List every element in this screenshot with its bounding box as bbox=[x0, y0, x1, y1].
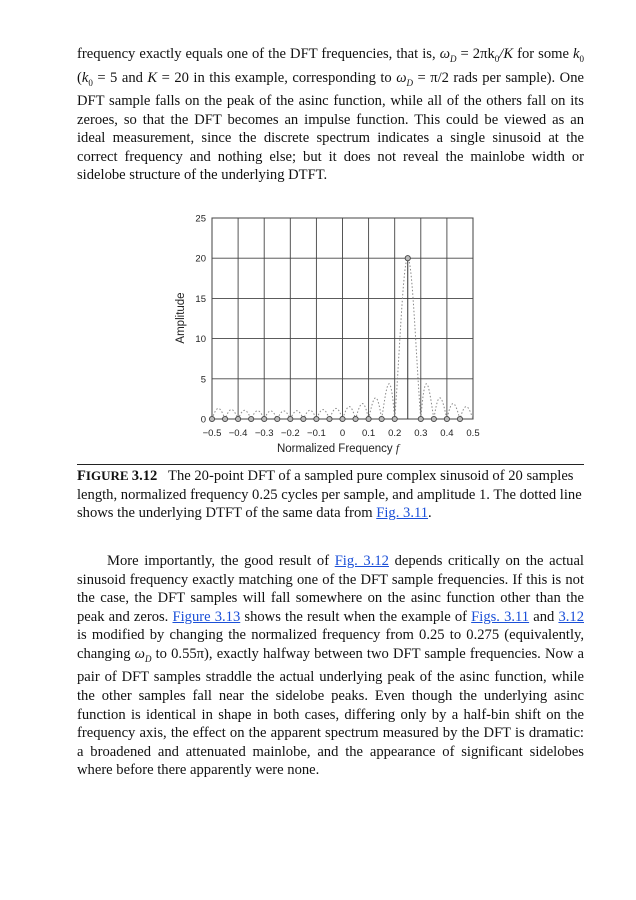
y-tick-labels bbox=[195, 214, 206, 426]
symbol-omega: ω bbox=[439, 46, 450, 62]
dft-sample-point bbox=[249, 416, 254, 421]
x-tick-label: −0.2 bbox=[280, 428, 300, 439]
dft-sample-point bbox=[327, 416, 332, 421]
symbol-K: K bbox=[147, 69, 158, 86]
figure-link[interactable]: Fig. 3.11 bbox=[376, 505, 429, 522]
y-tick-label: 0 bbox=[200, 414, 206, 426]
dft-sample-point bbox=[418, 416, 423, 421]
subscript: D bbox=[144, 653, 152, 664]
figure-caption bbox=[77, 464, 584, 523]
x-tick-label: −0.4 bbox=[228, 428, 248, 439]
text: shows the result when the example of bbox=[240, 608, 472, 625]
text: . bbox=[428, 505, 432, 522]
text: = π/2 rads per sample). One DFT sample falls on the peak of the asinc function, while all of the others fall on its zeroes, so that the DFT becomes an impulse function. This could be viewed as an ideal measurement, since the discrete spectrum indicates a single sinusoid at the correct frequency and nothing else; but it does not reveal the mainlobe width or sidelobe structure of the underlying DTFT. bbox=[77, 69, 584, 184]
figure-label-word: IGURE bbox=[85, 468, 129, 483]
x-tick-label: 0.3 bbox=[414, 428, 428, 439]
text: depends critically on the actual sinusoid frequency exactly matching one of the DFT sample frequencies. If this is not the case, the DFT samples will fall somewhere on the asinc function other than the peak and zeros. bbox=[77, 553, 584, 625]
paragraph-top bbox=[77, 45, 584, 185]
y-tick-label: 15 bbox=[195, 293, 206, 305]
text: and bbox=[529, 608, 559, 625]
dft-sample-point bbox=[262, 416, 267, 421]
symbol-omega: ω bbox=[134, 645, 145, 662]
paragraph-bottom bbox=[77, 552, 584, 780]
x-tick-label: 0.5 bbox=[466, 428, 480, 439]
figure-link[interactable]: Fig. 3.12 bbox=[334, 553, 389, 569]
dft-sample-point bbox=[288, 416, 293, 421]
symbol-omega: ω bbox=[396, 69, 407, 86]
text: = 2πk bbox=[456, 46, 495, 62]
x-tick-label: −0.1 bbox=[307, 428, 326, 439]
subscript: 0 bbox=[494, 53, 500, 64]
x-tick-labels bbox=[203, 428, 480, 439]
x-tick-label: −0.3 bbox=[254, 428, 274, 439]
x-axis-label-text: Normalized Frequency bbox=[276, 443, 393, 455]
text: for some bbox=[513, 46, 574, 62]
dft-sample-point bbox=[301, 416, 306, 421]
dft-sample-point bbox=[405, 256, 410, 261]
subscript: 0 bbox=[579, 53, 584, 64]
subscript: D bbox=[406, 77, 414, 88]
chart-grid bbox=[212, 218, 473, 419]
dft-sample-point bbox=[392, 416, 397, 421]
text: frequency exactly equals one of the DFT frequencies, that is, bbox=[77, 46, 436, 62]
dft-sample-point bbox=[275, 416, 280, 421]
text: to 0.55π), exactly halfway between two DFT sample frequencies. Now a pair of DFT samples straddle the actual underlying peak of the asinc function, while the other samples fall near the sidelobe peaks. Even though the underlying asinc function is identical in shape in both cases, differing only by a half-bin shift on the frequency axis, the effect on the apparent spectrum measured by the DFT is dramatic: a broadened and attenuated mainlobe, and the appearance of significant sidelobes where before there apparently were none. bbox=[77, 645, 584, 779]
dft-sample-point bbox=[222, 416, 227, 421]
figure-label-initial: F bbox=[77, 468, 86, 484]
dft-sample-point bbox=[431, 416, 436, 421]
y-tick-label: 10 bbox=[195, 334, 206, 346]
x-axis-label-var: f bbox=[395, 443, 400, 455]
x-axis-label bbox=[277, 443, 401, 455]
figure-link[interactable]: 3.12 bbox=[558, 608, 584, 625]
dft-chart bbox=[168, 208, 488, 460]
text: /K bbox=[499, 46, 514, 62]
figure-link[interactable]: Figs. 3.11 bbox=[471, 608, 530, 625]
x-tick-label: −0.5 bbox=[202, 428, 222, 439]
subscript: D bbox=[450, 53, 457, 64]
y-axis-label: Amplitude bbox=[175, 292, 187, 344]
figure-number: 3.12 bbox=[131, 468, 158, 484]
symbol-k: k bbox=[573, 46, 580, 62]
x-tick-label: 0.2 bbox=[388, 428, 402, 439]
x-tick-label: 0.1 bbox=[361, 428, 376, 439]
text: is modified by changing the normalized frequency from 0.25 to 0.275 (equivalently, changing bbox=[77, 627, 584, 662]
x-tick-label: 0 bbox=[339, 428, 346, 439]
dft-sample-point bbox=[340, 416, 345, 421]
y-tick-label: 25 bbox=[195, 213, 206, 225]
figure-link[interactable]: Figure 3.13 bbox=[172, 608, 241, 625]
x-tick-label: 0.4 bbox=[440, 428, 454, 439]
dft-sample-point bbox=[209, 416, 214, 421]
dft-sample-point bbox=[353, 416, 358, 421]
y-tick-label: 20 bbox=[195, 253, 206, 265]
text: = 20 in this example, corresponding to bbox=[157, 69, 397, 86]
text: More importantly, the good result of bbox=[107, 553, 335, 569]
subscript: 0 bbox=[88, 77, 93, 88]
dft-sample-point bbox=[236, 416, 241, 421]
dft-sample-point bbox=[314, 416, 319, 421]
symbol-k: k bbox=[81, 69, 89, 86]
dft-sample-point bbox=[379, 416, 384, 421]
figure-label bbox=[77, 468, 157, 483]
text: = 5 and bbox=[92, 69, 148, 86]
dft-sample-point bbox=[366, 416, 371, 421]
caption-text: The 20-point DFT of a sampled pure complex sinusoid of 20 samples length, normalized frequency 0.25 cycles per sample, and amplitude 1. The dotted line shows the underlying DTFT of the same data from bbox=[77, 468, 582, 522]
dft-sample-point bbox=[457, 416, 462, 421]
text: ( bbox=[77, 69, 82, 86]
y-tick-label: 5 bbox=[200, 374, 206, 386]
dft-sample-point bbox=[444, 416, 449, 421]
